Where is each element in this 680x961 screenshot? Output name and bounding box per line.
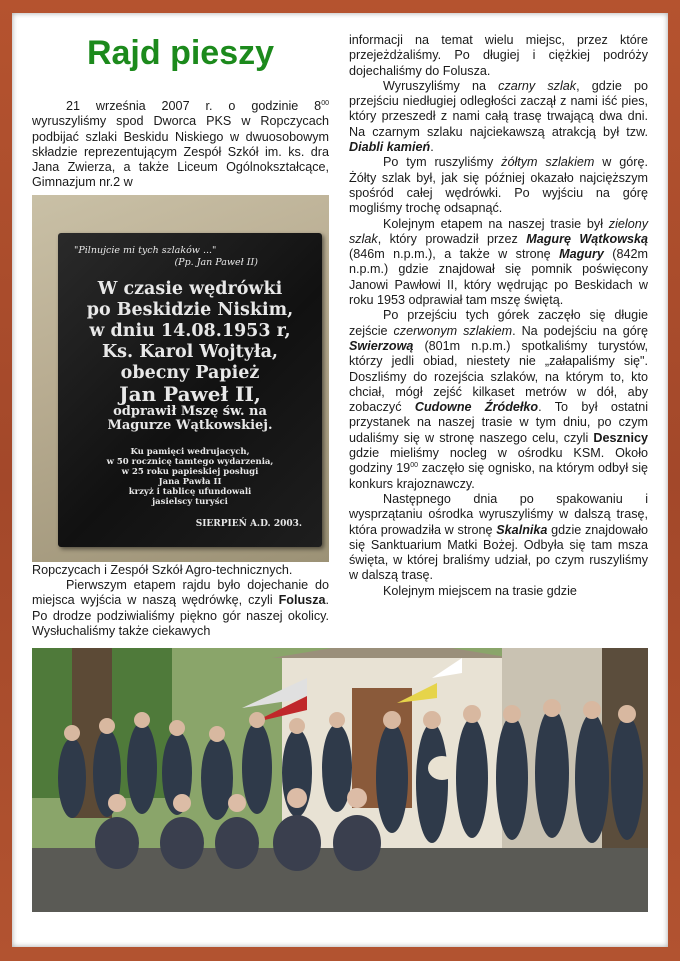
trail-name: czarny szlak [498, 78, 577, 93]
superscript: 00 [321, 99, 329, 107]
text: Kolejnym etapem na naszej trasie był [383, 216, 609, 231]
plaque-quote: "Pilnujcie mi tych szlaków ..." [74, 244, 217, 256]
text: wyruszyliśmy spod Dworca PKS w Ropczycach podbijać szlaki Beskidu Niskiego w dwuosobowym składzie reprezentującym Zespół Szkół im. ks. dra Jana Zwierza, a także Liceum Ogólnokształcące, Gimnazjum nr.2 w [32, 114, 329, 190]
paragraph-intro [32, 99, 329, 191]
place-name: Skalnika [496, 522, 548, 537]
place-name: Swierzową [349, 338, 414, 353]
text: (846m n.p.m.), a także w stronę [349, 247, 560, 262]
left-column [32, 33, 329, 639]
paragraph-continued: Ropczycach i Zespół Szkół Agro-technicznych. [32, 562, 293, 577]
paragraph: informacji na temat wielu miejsc, przez które przejeżdżaliśmy. Po długiej i ciężkiej podróży dojechaliśmy do Folusza. [349, 33, 648, 78]
place-name: Magurę Wątkowską [526, 231, 649, 246]
paragraph-next-place: Kolejnym miejscem na trasie gdzie [383, 583, 577, 598]
trail-name: zielony szlak [349, 216, 648, 246]
plaque-footer-line: krzyż i tablicę ufundowali [128, 486, 252, 497]
place-name: Diabli kamień [349, 140, 431, 155]
text: . Po drodze podziwialiśmy piękno gór naszej okolicy. Wysłuchaliśmy także ciekawych [32, 593, 329, 638]
place-name: Cudowne Źródełko [414, 400, 539, 415]
place-name: Folusza [278, 593, 326, 608]
plaque-line: W czasie wędrówki [97, 278, 283, 299]
text: Po przejściu tych górek zaczęło się długie zejście [349, 308, 648, 338]
paragraph-red-trail [349, 308, 648, 492]
text: 21 września 2007 r. o godzinie 8 [66, 99, 322, 113]
text: gdzie znajdowało się Sanktuarium Matki Bożej. Odbyła się tam msza święta, w której braliśmy udział, po czym ruszyliśmy w dalszą trasę. [349, 522, 648, 583]
plaque-line: w dniu 14.08.1953 r, [89, 320, 291, 341]
group-photo-image [32, 648, 648, 912]
trail-name: czerwonym szlakiem [393, 323, 513, 338]
text: w górę. Żółty szlak był, jak się później okazało najcięższym spośród całej wędrówki. Po wyjściu na górę mogliśmy trochę odsapnąć. [349, 155, 648, 216]
text: Pierwszym etapem rajdu było dojechanie do miejsca wyjścia w naszą wędrówkę, czyli [32, 578, 329, 608]
plaque-photo [32, 195, 329, 562]
group-photo [32, 648, 648, 912]
paragraph-next-day [349, 492, 648, 584]
text: Po tym ruszyliśmy [383, 155, 502, 170]
text: Wyruszyliśmy na [383, 78, 499, 93]
superscript: 00 [410, 462, 418, 470]
article-title: Rajd pieszy [86, 34, 275, 72]
plaque-footer-line: Ku pamięci wedrujacych, [130, 446, 250, 457]
text: (801m n.p.m.) spotkaliśmy turystów, którzy jedli obiad, niestety nie „załapaliśmy się". Doszliśmy do rozejścia szlaków, na którym to, kto chciał, mógł zejść kilkaset metrów w dół, aby zobaczyć [349, 338, 648, 415]
place-name: Desznicy [593, 430, 648, 445]
text: , gdzie po przejściu niedługiej odległości zaczął z nami iść pies, który przeszedł z nami całą trasę trwającą dwa dni. Na czarnym szlaku najciekawszą atrakcją był tzw. [349, 78, 648, 139]
memorial-plaque [58, 233, 322, 547]
text: (842m n.p.m.) gdzie znajdował się pomnik poświęcony Janowi Pawłowi II, który wędrując po Beskidach w roku 1953 odprawiał tam mszę świętą. [349, 247, 648, 308]
plaque-footer [58, 447, 322, 507]
plaque-line: Magurze Wątkowskiej. [107, 417, 273, 433]
paragraph-yellow-trail [349, 155, 648, 216]
text: Następnego dnia po spakowaniu i wysprzątaniu ośrodka wyruszyliśmy w dalszą trasę, która prowadziła w stronę [349, 491, 648, 537]
plaque-footer-line: w 25 roku papieskiej posługi [121, 466, 259, 477]
place-name: Magury [559, 247, 604, 262]
text: . [430, 140, 434, 155]
paragraph-stage-one [32, 578, 329, 639]
plaque-footer-line: jasielscy turyści [152, 496, 228, 507]
plaque-main-text [58, 279, 322, 433]
plaque-author: (Pp. Jan Paweł II) [174, 256, 258, 268]
plaque-line: po Beskidzie Niskim, [86, 299, 294, 320]
plaque-line: odprawił Mszę św. na [113, 403, 267, 419]
plaque-date: SIERPIEŃ A.D. 2003. [195, 518, 302, 529]
text: gdzie mieliśmy nocleg w ośrodku KSM. Około godziny 19 [349, 446, 648, 476]
document-page [12, 13, 668, 947]
plaque-line: Ks. Karol Wojtyła, [101, 341, 279, 362]
text: zaczęło się ognisko, na którym odbył się konkurs krajoznawczy. [349, 461, 648, 491]
right-column [349, 33, 648, 599]
plaque-footer-line: Jana Pawła II [158, 476, 222, 487]
trail-name: żółtym szlakiem [501, 155, 595, 170]
plaque-footer-line: w 50 rocznicę tamtego wydarzenia, [106, 456, 274, 467]
plaque-line: Jan Paweł II, [119, 381, 261, 406]
paragraph-green-trail [349, 217, 648, 309]
paragraph-black-trail [349, 79, 648, 155]
plaque-line: obecny Papież [120, 362, 260, 383]
text: . Na podejściu na górę [512, 323, 648, 338]
text: , który prowadził przez [377, 231, 527, 246]
text: . To był ostatni przystanek na naszej trasie w tym dniu, po czym udaliśmy się w stronę naszego celu, czyli [349, 400, 648, 445]
